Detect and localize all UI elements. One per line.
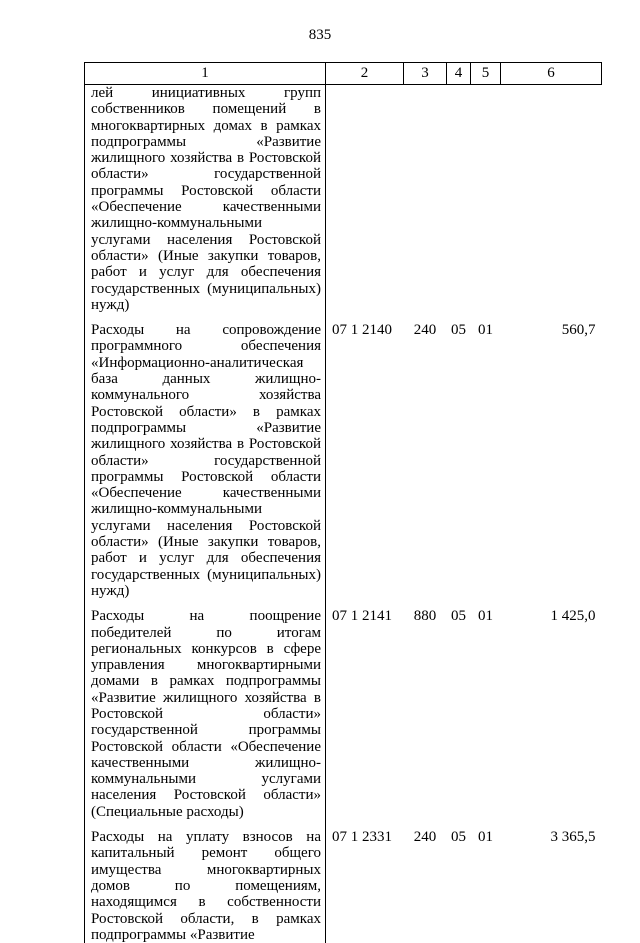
- row-code: 07 1 2140: [332, 322, 392, 339]
- row-vr: [404, 85, 447, 314]
- table-row: [85, 820, 602, 943]
- row-rz: 05: [451, 608, 466, 625]
- row-pr: 01: [478, 322, 493, 339]
- row-code: [326, 85, 404, 314]
- header-row: [85, 63, 602, 85]
- budget-table: [84, 62, 602, 943]
- row-amount: 3 365,5: [550, 829, 596, 846]
- row-description: Расходы на уплату взносов на капитальный ремонт общего имущества многоквартирных домов по помещениям, находящимся в собственности Ростовской области, в рамках подпрограммы «Развитие: [85, 820, 326, 943]
- row-code: 07 1 2331: [332, 829, 392, 846]
- header-col-1: 1: [85, 63, 326, 85]
- header-col-3: 3: [404, 63, 447, 85]
- table-row: [85, 85, 602, 314]
- page-number: 835: [308, 27, 332, 43]
- row-description: Расходы на поощрение победителей по итогам региональных конкурсов в сфере управления многоквартирными домами в рамках подпрограммы «Развитие жилищного хозяйства в Ростовской области» государственной программы Ростовской области «Обеспечение качественными жилищно-коммунальными услугами населения Ростовской области» (Специальные расходы): [85, 599, 326, 820]
- header-col-6: 6: [501, 63, 602, 85]
- row-vr: 240: [413, 322, 437, 339]
- row-vr: 240: [413, 829, 437, 846]
- row-pr: 01: [478, 829, 493, 846]
- row-amount: 1 425,0: [550, 608, 596, 625]
- row-rz: 05: [451, 829, 466, 846]
- row-vr: 880: [413, 608, 437, 625]
- row-description: Расходы на сопровождение программного обеспечения «Информационно-аналитическая база данных жилищно-коммунального хозяйства Ростовской области» в рамках подпрограммы «Развитие жилищного хозяйства в Ростовской области» государственной программы Ростовской области «Обеспечение качественными жилищно-коммунальными услугами населения Ростовской области» (Иные закупки товаров, работ и услуг для обеспечения государственных (муниципальных) нужд): [85, 313, 326, 599]
- row-pr: 01: [478, 608, 493, 625]
- header-col-4: 4: [447, 63, 471, 85]
- row-rz: [447, 85, 471, 314]
- row-code: 07 1 2141: [332, 608, 392, 625]
- row-amount: 560,7: [561, 322, 596, 339]
- row-amount: [501, 85, 602, 314]
- table-row: [85, 313, 602, 599]
- row-rz: 05: [451, 322, 466, 339]
- row-description: лей инициативных групп собственников помещений в многоквартирных домах в рамках подпрограммы «Развитие жилищного хозяйства в Ростовской области» государственной программы Ростовской области «Обеспечение качественными жилищно-коммунальными услугами населения Ростовской области» (Иные закупки товаров, работ и услуг для обеспечения государственных (муниципальных) нужд): [85, 85, 326, 314]
- table-row: [85, 599, 602, 820]
- header-col-5: 5: [471, 63, 501, 85]
- header-col-2: 2: [326, 63, 404, 85]
- row-pr: [471, 85, 501, 314]
